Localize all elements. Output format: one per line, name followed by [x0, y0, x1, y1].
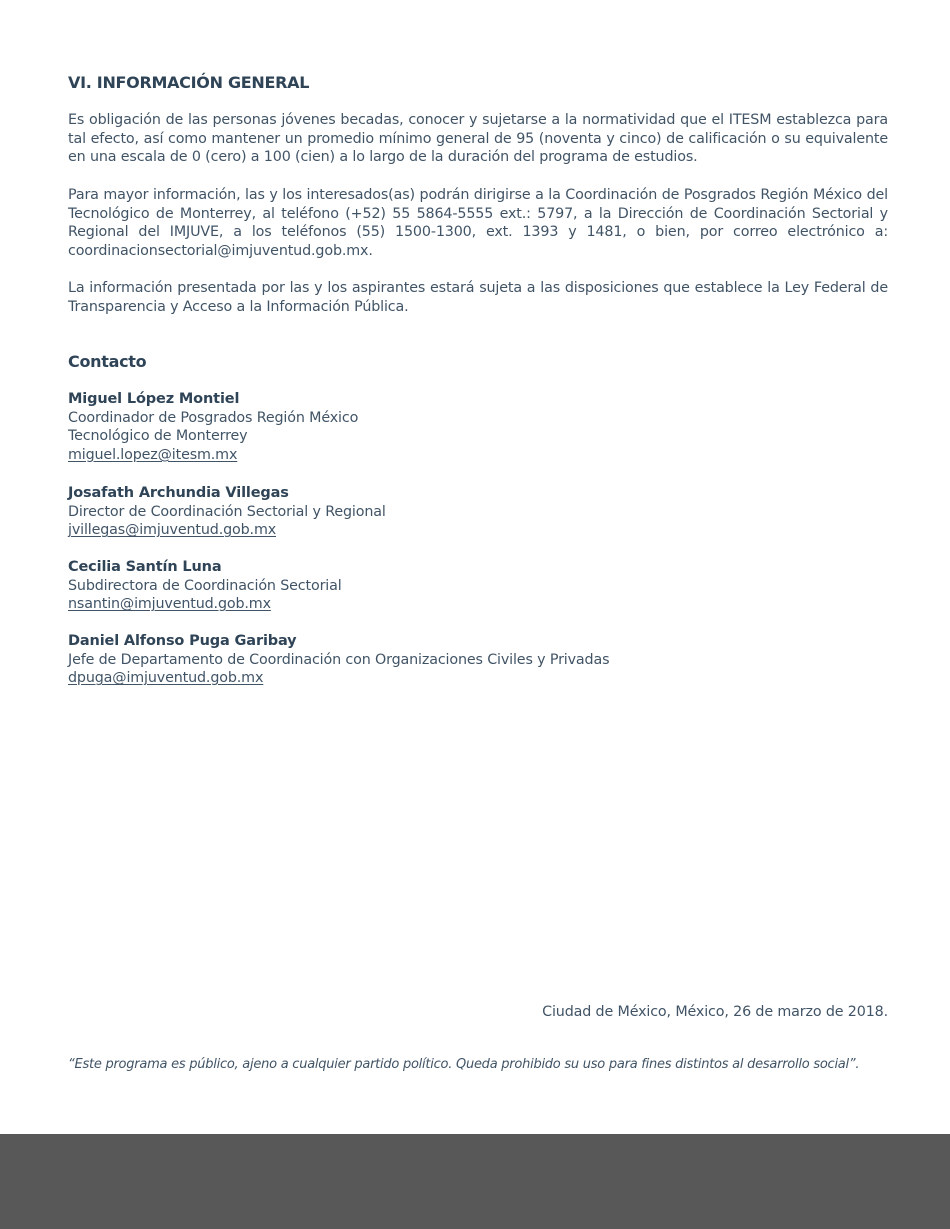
contact-heading: Contacto	[68, 352, 147, 371]
section-heading: VI. INFORMACIÓN GENERAL	[68, 73, 310, 92]
contact-block	[68, 390, 888, 464]
contact-title: Director de Coordinación Sectorial y Regional	[68, 503, 386, 520]
contact-name: Daniel Alfonso Puga Garibay	[68, 633, 297, 649]
contact-name: Josafath Archundia Villegas	[68, 485, 289, 501]
contact-title: Coordinador de Posgrados Región México	[68, 409, 359, 426]
legal-disclaimer: “Este programa es público, ajeno a cualquier partido político. Queda prohibido su uso para fines distintos al desarrollo social”.	[68, 1057, 860, 1072]
contact-name: Miguel López Montiel	[68, 391, 240, 407]
contact-email-link[interactable]: nsantin@imjuventud.gob.mx	[68, 596, 271, 613]
place-and-date: Ciudad de México, México, 26 de marzo de 2018.	[542, 1004, 888, 1020]
contact-title: Jefe de Departamento de Coordinación con Organizaciones Civiles y Privadas	[68, 651, 610, 668]
paragraph-transparency: La información presentada por las y los aspirantes estará sujeta a las disposiciones que establece la Ley Federal de Transparencia y Acceso a la Información Pública.	[68, 280, 888, 315]
contact-organization: Tecnológico de Monterrey	[68, 428, 248, 445]
contact-email-link[interactable]: miguel.lopez@itesm.mx	[68, 446, 238, 463]
contact-block	[68, 484, 888, 540]
contact-email-link[interactable]: dpuga@imjuventud.gob.mx	[68, 670, 264, 687]
contact-name: Cecilia Santín Luna	[68, 559, 222, 575]
contact-block	[68, 632, 888, 688]
paragraph-more-information: Para mayor información, las y los interesados(as) podrán dirigirse a la Coordinación de Posgrados Región México del Tecnológico de Monterrey, al teléfono (+52) 55 5864-5555 ext.: 5797, a la Dirección de Coordinación Sectorial y Regional del IMJUVE, a los teléfonos (55) 1500-1300, ext. 1393 y 1481, o bien, por correo electrónico a: coordinacionsectorial@imjuventud.gob.mx.	[68, 187, 888, 259]
contact-block	[68, 558, 888, 614]
footer-bar	[0, 1134, 950, 1229]
contact-email-link[interactable]: jvillegas@imjuventud.gob.mx	[68, 522, 277, 539]
contact-title: Subdirectora de Coordinación Sectorial	[68, 577, 342, 594]
paragraph-obligations: Es obligación de las personas jóvenes becadas, conocer y sujetarse a la normatividad que el ITESM establezca para tal efecto, así como mantener un promedio mínimo general de 95 (noventa y cinco) de calificación o su equivalente en una escala de 0 (cero) a 100 (cien) a lo largo de la duración del programa de estudios.	[68, 112, 888, 166]
